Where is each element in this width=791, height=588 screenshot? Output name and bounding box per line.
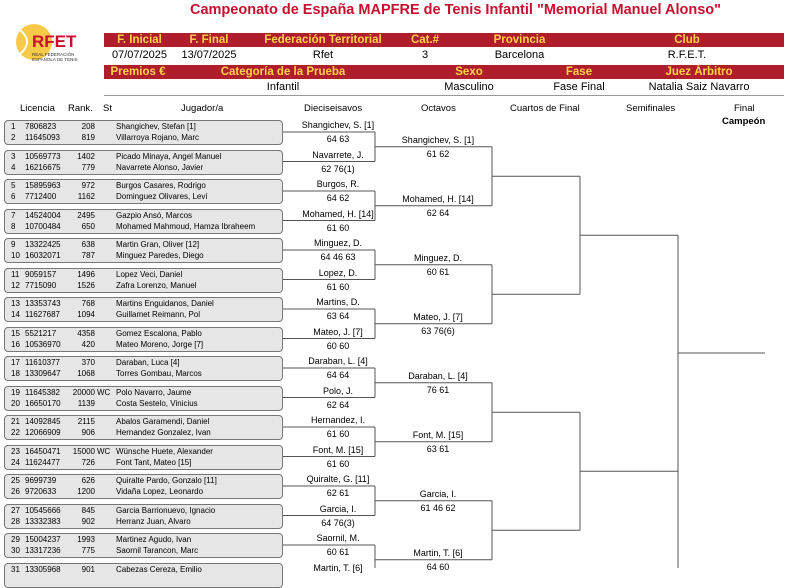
player-licencia: 13309647	[25, 369, 61, 378]
player-rank: 208	[81, 122, 95, 131]
r8-winner: Mateo, J. [7]	[413, 311, 463, 322]
player-number: 4	[11, 162, 16, 172]
label-categoria: Categoría de la Prueba	[220, 66, 346, 78]
player-licencia: 12066909	[25, 428, 61, 437]
page-title: Campeonato de España MAPFRE de Tenis Infantil "Memorial Manuel Alonso"	[190, 2, 721, 18]
player-number: 6	[11, 192, 16, 201]
col-octavos: Octavos	[421, 103, 456, 114]
player-rank: 20000	[72, 387, 95, 397]
player-licencia: 9699739	[25, 476, 57, 485]
fase: Fase Final	[553, 81, 605, 93]
label-club: Club	[674, 34, 700, 46]
r16-score: 61 60	[326, 281, 350, 292]
col-semifinales: Semifinales	[626, 103, 676, 114]
player-rank: 15000	[72, 446, 95, 456]
r16-score: 63 64	[326, 311, 350, 321]
r16-score: 60 60	[326, 340, 350, 351]
match-box	[4, 179, 283, 204]
player-licencia: 15004237	[25, 535, 61, 544]
r8-score: 63 61	[426, 443, 450, 454]
r16-winner: Minguez, D.	[313, 238, 363, 248]
categoria: Infantil	[266, 81, 300, 93]
player-number: 31	[11, 564, 20, 574]
player-licencia: 11624477	[25, 457, 60, 467]
player-rank: 638	[81, 240, 95, 249]
player-name: Martinez Agudo, Ivan	[116, 535, 192, 544]
player-number: 20	[11, 398, 20, 408]
col-jugador: Jugador/a	[181, 103, 224, 114]
label-provincia: Provincia	[493, 34, 546, 46]
player-number: 12	[11, 280, 20, 290]
player-licencia: 11645382	[25, 387, 60, 397]
label-sexo: Sexo	[455, 66, 483, 78]
match-box	[4, 327, 283, 352]
r8-winner: Mohamed, H. [14]	[402, 193, 474, 204]
player-number: 8	[11, 221, 16, 231]
player-name: Daraban, Luca [4]	[116, 358, 180, 367]
r16-score: 64 64	[326, 370, 350, 380]
player-number: 25	[11, 476, 20, 485]
player-licencia: 10545666	[25, 505, 61, 515]
player-number: 28	[11, 516, 20, 526]
player-name: Abalos Garamendi, Daniel	[116, 417, 210, 426]
player-name: Zafra Lorenzo, Manuel	[116, 280, 197, 290]
player-rank: 906	[81, 428, 95, 437]
r16-score: 62 61	[326, 488, 350, 498]
r8-score: 63 76(6)	[421, 325, 455, 336]
r16-winner: Polo, J.	[322, 385, 354, 396]
r16-winner: Shangichev, S. [1]	[301, 120, 375, 130]
federacion: Rfet	[312, 49, 334, 61]
player-name: Dominguez Olivares, Leví	[116, 192, 208, 201]
player-name: Garcia Barrionuevo, Ignacio	[116, 505, 216, 515]
player-name: Torres Gombau, Marcos	[116, 369, 202, 378]
player-rank: 420	[81, 339, 95, 349]
r16-winner: Mateo, J. [7]	[313, 326, 363, 337]
sexo: Masculino	[444, 81, 494, 93]
player-rank: 787	[81, 251, 95, 260]
player-name: Navarrete Alonso, Javier	[116, 162, 204, 172]
label-premios: Premios €	[110, 66, 166, 78]
player-licencia: 9720633	[25, 487, 57, 496]
player-name: Shangichev, Stefan [1]	[116, 122, 196, 131]
player-number: 29	[11, 535, 20, 544]
r16-winner: Hernandez, I.	[310, 415, 366, 425]
label-fecha-final: F. Final	[189, 34, 229, 46]
player-number: 10	[11, 251, 20, 260]
player-rank: 902	[81, 516, 95, 526]
player-licencia: 13322425	[25, 240, 61, 249]
player-licencia: 14524004	[25, 210, 61, 220]
r8-score: 62 64	[426, 207, 450, 218]
player-licencia: 16216675	[25, 162, 61, 172]
match-box	[4, 445, 283, 470]
player-number: 3	[11, 151, 16, 161]
r16-score: 61 60	[326, 222, 350, 233]
match-box	[4, 504, 283, 529]
player-rank: 4358	[77, 328, 95, 338]
r8-score: 76 61	[426, 384, 450, 395]
r8-winner: Minguez, D.	[413, 252, 463, 263]
r16-winner: Burgos, R.	[316, 179, 360, 189]
player-number: 22	[11, 428, 20, 437]
r16-winner: Font, M. [15]	[312, 444, 364, 455]
provincia: Barcelona	[494, 49, 545, 61]
player-licencia: 10569773	[25, 151, 61, 161]
col-licencia: Licencia	[20, 103, 55, 114]
cat: 3	[421, 49, 429, 61]
player-licencia: 16650170	[25, 398, 61, 408]
player-rank: 726	[81, 457, 95, 467]
r16-winner: Daraban, L. [4]	[308, 356, 368, 366]
player-name: Font Tant, Mateo [15]	[116, 457, 192, 467]
r16-score: 60 61	[326, 547, 350, 557]
player-rank: 845	[81, 505, 95, 515]
col-st: St	[103, 103, 112, 114]
player-status: WC	[97, 446, 111, 456]
r16-score: 64 76(3)	[321, 517, 355, 528]
player-rank: 901	[81, 564, 95, 574]
player-name: Quiralte Pardo, Gonzalo [11]	[116, 476, 217, 485]
r16-score: 62 64	[326, 399, 350, 410]
player-licencia: 10700484	[25, 221, 61, 231]
player-rank: 1402	[77, 151, 95, 161]
r16-score: 64 62	[326, 193, 350, 203]
label-federacion: Federación Territorial	[264, 34, 382, 46]
player-number: 7	[11, 210, 16, 220]
player-licencia: 10536970	[25, 339, 61, 349]
match-box	[4, 563, 283, 588]
r16-winner: Lopez, D.	[318, 267, 358, 278]
player-number: 26	[11, 487, 20, 496]
r8-winner: Shangichev, S. [1]	[401, 134, 475, 145]
match-box	[4, 209, 283, 234]
player-name: Hernandez Gonzalez, Ivan	[116, 428, 211, 437]
col-final: Final	[734, 103, 755, 114]
player-name: Gomez Escalona, Pablo	[116, 328, 202, 338]
player-name: Costa Sestelo, Vinicius	[116, 398, 198, 408]
player-number: 24	[11, 457, 20, 467]
player-licencia: 13317236	[25, 546, 61, 555]
player-name: Polo Navarro, Jaume	[116, 387, 192, 397]
match-box	[4, 474, 283, 499]
label-fecha-inicial: F. Inicial	[117, 34, 162, 46]
r16-winner: Martins, D.	[316, 297, 360, 307]
player-number: 16	[11, 339, 20, 349]
player-number: 21	[11, 417, 20, 426]
player-name: Guillamet Reimann, Pol	[116, 310, 201, 319]
player-licencia: 13353743	[25, 299, 61, 308]
r16-winner: Saornil, M.	[316, 533, 360, 543]
player-number: 9	[11, 240, 16, 249]
match-box	[4, 268, 283, 293]
player-number: 2	[11, 133, 16, 142]
club: R.F.E.T.	[667, 49, 707, 61]
player-rank: 768	[81, 299, 95, 308]
player-rank: 1200	[77, 487, 95, 496]
player-rank: 1162	[77, 192, 95, 201]
juez-arbitro: Natalia Saiz Navarro	[648, 81, 750, 93]
r16-score: 64 63	[326, 134, 350, 144]
player-name: Minguez Paredes, Diego	[116, 251, 204, 260]
player-number: 14	[11, 310, 20, 319]
r8-winner: Daraban, L. [4]	[408, 370, 468, 381]
match-box	[4, 386, 283, 411]
fecha-inicial: 07/07/2025	[111, 49, 168, 61]
player-rank: 2115	[77, 417, 95, 426]
label-fase: Fase	[565, 66, 593, 78]
player-rank: 650	[81, 221, 95, 231]
player-licencia: 7806823	[25, 122, 57, 131]
player-name: Mateo Moreno, Jorge [7]	[116, 339, 204, 349]
r16-winner: Navarrete, J.	[312, 149, 364, 160]
player-rank: 972	[81, 181, 95, 190]
r16-winner: Martin, T. [6]	[313, 562, 363, 573]
r8-score: 61 46 62	[420, 502, 456, 513]
player-number: 18	[11, 369, 20, 378]
logo-text: RFET	[32, 32, 77, 51]
player-number: 5	[11, 181, 16, 190]
player-name: Lopez Veci, Daniel	[116, 269, 183, 279]
player-name: Martin Gran, Oliver [12]	[116, 240, 200, 249]
player-name: Martins Enguidanos, Daniel	[116, 299, 214, 308]
label-cat: Cat.#	[410, 34, 440, 46]
match-box	[4, 238, 283, 263]
player-number: 30	[11, 546, 20, 555]
player-rank: 1139	[77, 398, 95, 408]
player-rank: 1068	[77, 369, 95, 378]
col-cuartos: Cuartos de Final	[510, 103, 580, 114]
player-status: WC	[97, 387, 111, 397]
match-box	[4, 297, 283, 322]
player-rank: 1526	[77, 280, 95, 290]
r8-score: 61 62	[426, 148, 450, 159]
player-name: Herranz Juan, Alvaro	[116, 516, 191, 526]
player-number: 15	[11, 328, 20, 338]
col-rank: Rank.	[68, 103, 93, 114]
player-rank: 1094	[77, 310, 95, 319]
player-number: 1	[11, 122, 16, 131]
player-rank: 775	[81, 546, 95, 555]
player-licencia: 14092845	[25, 417, 61, 426]
player-licencia: 11645093	[25, 133, 60, 142]
player-licencia: 13332383	[25, 516, 61, 526]
player-name: Picado Minaya, Angel Manuel	[116, 151, 222, 161]
player-rank: 2495	[77, 210, 95, 220]
match-box	[4, 356, 283, 381]
player-name: Burgos Casares, Rodrigo	[116, 181, 206, 190]
player-rank: 779	[81, 162, 95, 172]
col-dieciseisavos: Dieciseisavos	[304, 103, 363, 114]
player-rank: 1496	[77, 269, 95, 279]
r8-score: 60 61	[426, 266, 450, 277]
player-licencia: 5521217	[25, 328, 57, 338]
match-box	[4, 415, 283, 440]
player-rank: 370	[81, 358, 95, 367]
player-name: Mohamed Mahmoud, Hamza Ibraheem	[116, 221, 256, 231]
r8-winner: Martin, T. [6]	[413, 547, 463, 558]
logo-subtext: REAL FEDERACIÓN ESPAÑOLA DE TENIS	[32, 52, 78, 62]
player-licencia: 11610377	[25, 358, 60, 367]
player-rank: 1993	[77, 535, 95, 544]
match-box	[4, 533, 283, 558]
player-number: 11	[11, 269, 20, 279]
player-licencia: 15895963	[25, 181, 61, 190]
r16-winner: Garcia, I.	[319, 503, 357, 514]
player-licencia: 7712400	[25, 192, 57, 201]
player-licencia: 13305968	[25, 564, 61, 574]
match-box	[4, 150, 283, 175]
player-licencia: 11627687	[25, 310, 60, 319]
player-number: 17	[11, 358, 20, 367]
player-name: Vidaña Lopez, Leonardo	[116, 487, 204, 496]
player-rank: 819	[81, 133, 95, 142]
r16-winner: Quiralte, G. [11]	[306, 474, 370, 484]
player-rank: 626	[81, 476, 95, 485]
r16-score: 61 60	[326, 429, 350, 439]
player-number: 13	[11, 299, 20, 308]
r8-winner: Font, M. [15]	[412, 429, 464, 440]
player-number: 19	[11, 387, 20, 397]
player-number: 27	[11, 505, 20, 515]
match-box	[4, 120, 283, 145]
r8-score: 64 60	[426, 561, 450, 572]
player-name: Wünsche Huete, Alexander	[116, 446, 213, 456]
r8-winner: Garcia, I.	[419, 488, 457, 499]
col-campeon: Campeón	[722, 116, 766, 127]
r16-score: 62 76(1)	[321, 163, 355, 174]
r16-winner: Mohamed, H. [14]	[302, 208, 374, 219]
label-juez: Juez Árbitro	[665, 66, 733, 78]
player-name: Saornil Tarancon, Marc	[116, 546, 199, 555]
player-licencia: 9059157	[25, 269, 57, 279]
r16-score: 61 60	[326, 458, 350, 469]
player-licencia: 16450471	[25, 446, 61, 456]
player-licencia: 7715090	[25, 280, 57, 290]
player-name: Gazpio Ansó, Marcos	[116, 210, 193, 220]
r16-score: 64 46 63	[320, 252, 356, 262]
player-licencia: 16032071	[25, 251, 61, 260]
player-name: Cabezas Cereza, Emilio	[116, 564, 202, 574]
fecha-final: 13/07/2025	[181, 49, 237, 61]
player-name: Villarroya Rojano, Marc	[116, 133, 199, 142]
player-number: 23	[11, 446, 20, 456]
